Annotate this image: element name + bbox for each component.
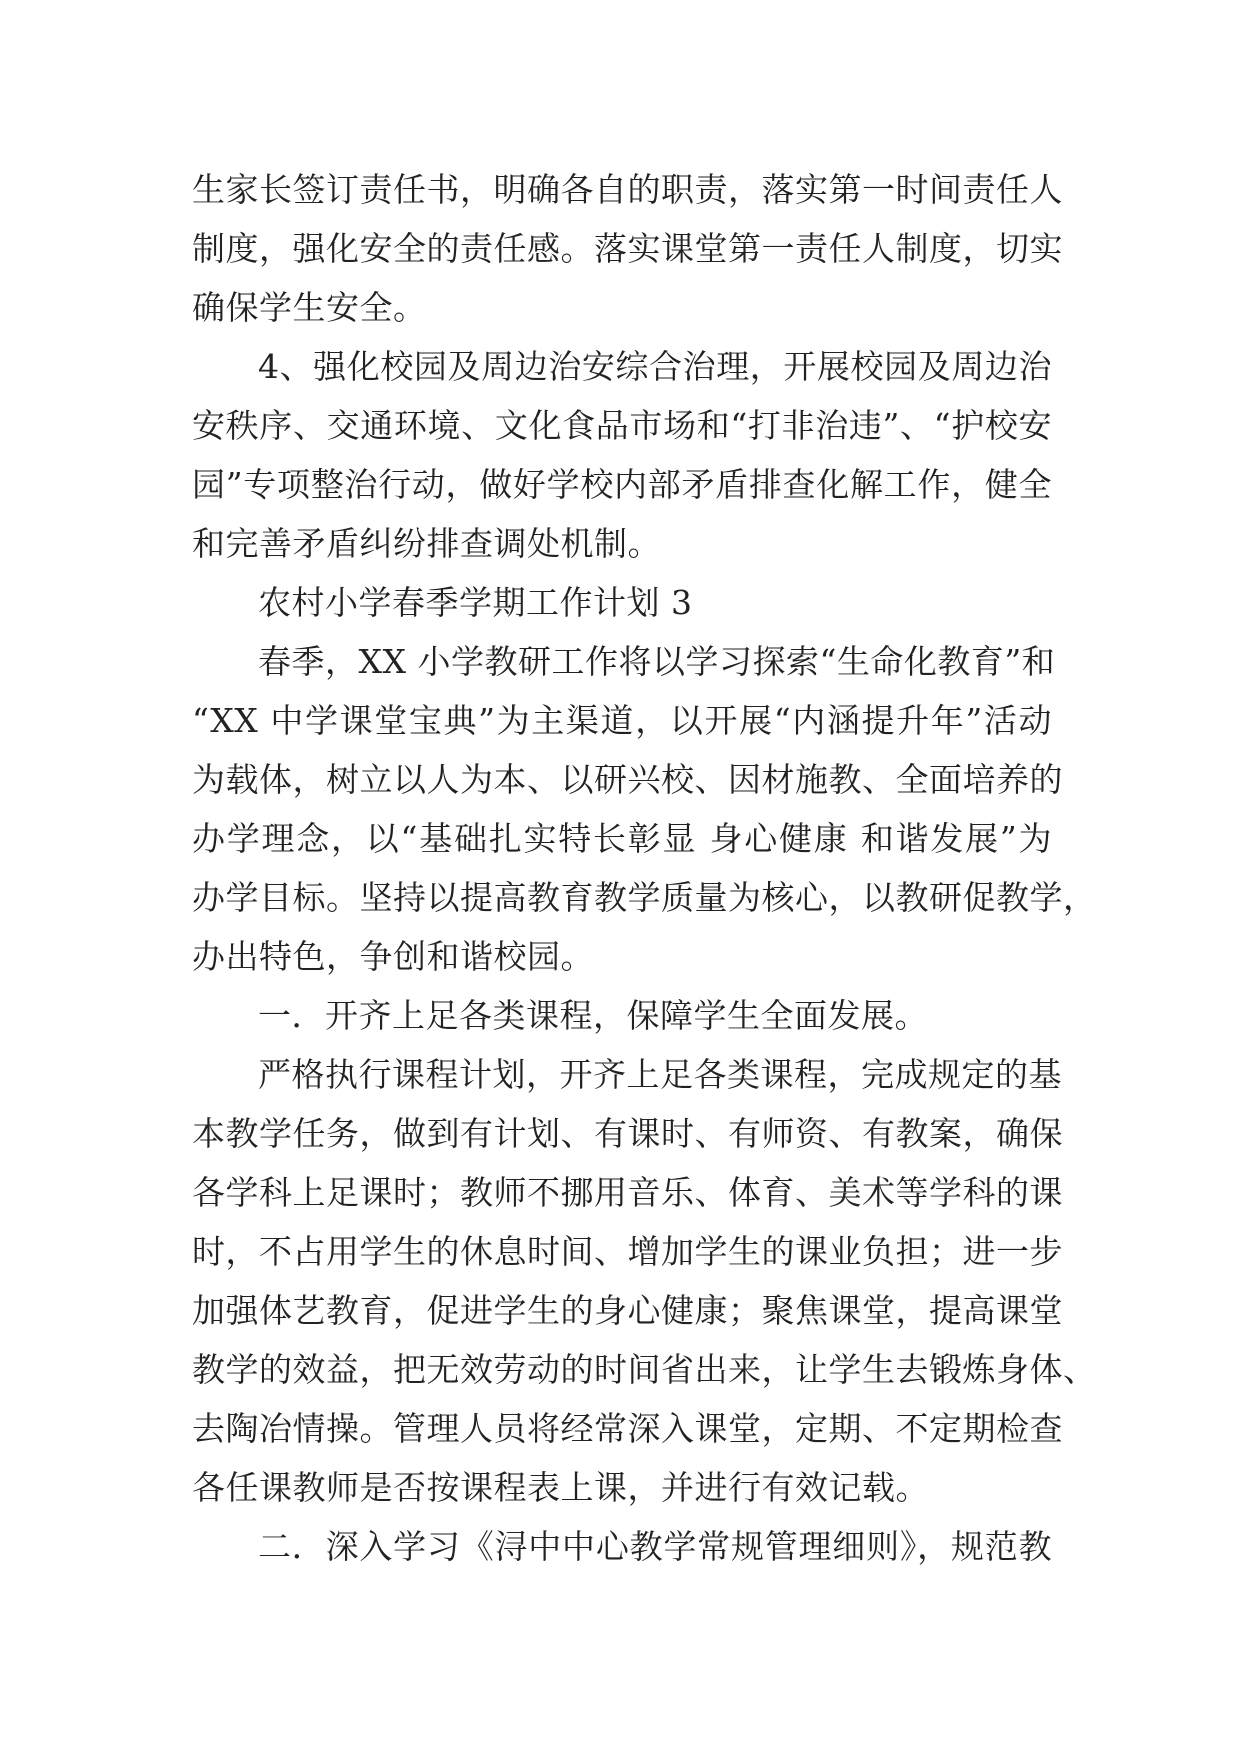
text-line: 严格执行课程计划，开齐上足各类课程，完成规定的基 (258, 1055, 1062, 1094)
text-line: 二．深入学习《浔中中心教学常规管理细则》，规范教 (258, 1527, 1052, 1566)
text-line: 去陶冶情操。管理人员将经常深入课堂，定期、不定期检查 (192, 1409, 1063, 1448)
text-line: 一．开齐上足各类课程，保障学生全面发展。 (258, 996, 928, 1035)
text-line: 确保学生安全。 (192, 288, 427, 327)
text-line: 为载体，树立以人为本、以研兴校、因材施教、全面培养的 (192, 760, 1063, 799)
text-line: 4、强化校园及周边治安综合治理，开展校园及周边治 (258, 347, 1052, 386)
text-line: 办学理念，以“基础扎实特长彰显 身心健康 和谐发展”为 (192, 819, 1052, 858)
text-line: 园”专项整治行动，做好学校内部矛盾排查化解工作，健全 (192, 465, 1052, 504)
text-line: 本教学任务，做到有计划、有课时、有师资、有教案，确保 (192, 1114, 1063, 1153)
text-line: 和完善矛盾纠纷排查调处机制。 (192, 524, 661, 563)
text-line: 各学科上足课时；教师不挪用音乐、体育、美术等学科的课 (192, 1173, 1063, 1212)
text-line: 办出特色，争创和谐校园。 (192, 937, 594, 976)
text-line: 生家长签订责任书，明确各自的职责，落实第一时间责任人 (192, 170, 1063, 209)
text-line: 办学目标。坚持以提高教育教学质量为核心，以教研促教学， (192, 878, 1097, 917)
text-line: 教学的效益，把无效劳动的时间省出来，让学生去锻炼身体、 (192, 1350, 1097, 1389)
text-line: “XX 中学课堂宝典”为主渠道，以开展“内涵提升年”活动 (192, 701, 1052, 740)
text-line: 制度，强化安全的责任感。落实课堂第一责任人制度，切实 (192, 229, 1063, 268)
text-line: 各任课教师是否按课程表上课，并进行有效记载。 (192, 1468, 929, 1507)
document-body (192, 160, 1097, 1576)
text-line: 安秩序、交通环境、文化食品市场和“打非治违”、“护校安 (192, 406, 1052, 445)
text-line: 加强体艺教育，促进学生的身心健康；聚焦课堂，提高课堂 (192, 1291, 1063, 1330)
text-line: 春季，XX 小学教研工作将以学习探索“生命化教育”和 (258, 642, 1056, 681)
text-line: 农村小学春季学期工作计划 3 (258, 583, 693, 622)
text-line: 时，不占用学生的休息时间、增加学生的课业负担；进一步 (192, 1232, 1063, 1271)
